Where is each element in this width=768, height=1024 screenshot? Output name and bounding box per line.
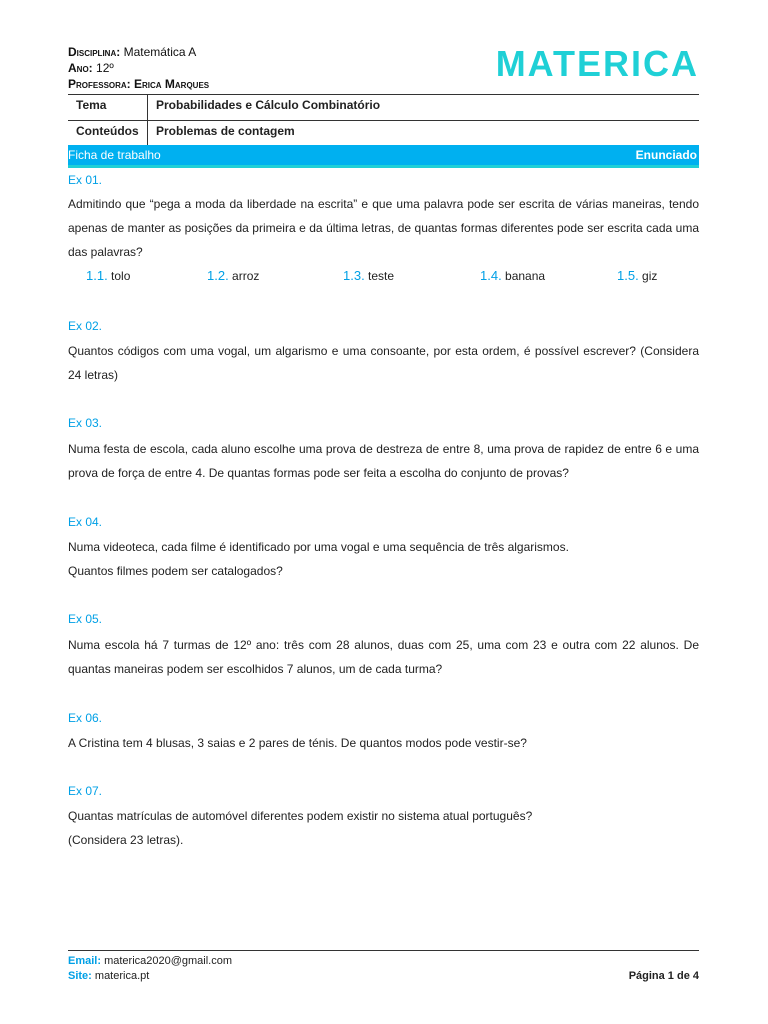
exercise-title: Ex 05.	[68, 612, 103, 626]
list-item	[617, 268, 657, 283]
info-table	[68, 94, 699, 147]
exercise-text-line: Quantos filmes podem ser catalogados?	[68, 564, 283, 578]
exercise-text: Numa festa de escola, cada aluno escolhe uma prova de destreza de entre 8, uma prova de rapidez de entre 6 e uma prova de força de entre 4. De quantas formas pode ser feita a escolha do conjunto de provas?	[68, 442, 699, 480]
exercise-title: Ex 03.	[68, 416, 103, 430]
exercise-text: Admitindo que “pega a moda da liberdade na escrita” e que uma palavra pode ser escrita de várias maneiras, tendo apenas de manter as posições da primeira e da última letras, de quantas formas diferentes pode ser escrita cada uma das palavras?	[68, 197, 699, 259]
disciplina-label: Disciplina:	[68, 45, 121, 59]
item-word: arroz	[232, 269, 260, 283]
site-label: Site:	[68, 970, 92, 982]
item-word: teste	[368, 269, 395, 283]
item-word: giz	[642, 269, 658, 283]
ano-value: 12º	[96, 61, 114, 75]
item-word: banana	[505, 269, 546, 283]
professora-value: Erica Marques	[134, 77, 210, 91]
worksheet-bar	[68, 145, 699, 168]
list-item	[86, 268, 130, 283]
document-page	[68, 0, 699, 1024]
page-number: Página 1 de 4	[628, 970, 699, 982]
disciplina-row	[68, 44, 209, 60]
exercise-title: Ex 01.	[68, 173, 103, 187]
list-item	[207, 268, 259, 283]
list-item	[480, 268, 545, 283]
exercise-text-line: (Considera 23 letras).	[68, 833, 184, 847]
list-item	[343, 268, 394, 283]
exercise-title: Ex 06.	[68, 711, 103, 725]
conteudos-row	[68, 121, 699, 147]
item-number: 1.3.	[343, 268, 365, 283]
footer-email-row	[68, 954, 699, 969]
footer-site-row	[68, 969, 699, 984]
conteudos-value: Problemas de contagem	[156, 124, 295, 138]
professora-label: Professora:	[68, 77, 131, 91]
disciplina-value: Matemática A	[123, 45, 197, 59]
exercise-text: Quantos códigos com uma vogal, um algarismo e uma consoante, por esta ordem, é possível escrever? (Considera 24 letras)	[68, 344, 699, 382]
header-meta	[68, 44, 209, 92]
tema-value: Probabilidades e Cálculo Combinatório	[156, 98, 381, 112]
conteudos-label: Conteúdos	[68, 121, 148, 146]
exercise-title: Ex 02.	[68, 319, 103, 333]
professora-row	[68, 76, 209, 92]
email-value[interactable]: materica2020@gmail.com	[104, 955, 233, 967]
email-label: Email:	[68, 955, 102, 967]
exercise-title: Ex 07.	[68, 784, 103, 798]
exercise-text: A Cristina tem 4 blusas, 3 saias e 2 pares de ténis. De quantos modos pode vestir-se?	[68, 736, 527, 750]
item-number: 1.2.	[207, 268, 229, 283]
site-value[interactable]: materica.pt	[94, 970, 150, 982]
tema-row	[68, 95, 699, 121]
item-number: 1.5.	[617, 268, 639, 283]
page-footer	[68, 950, 699, 984]
enunciado-label: Enunciado	[635, 148, 697, 162]
ano-row	[68, 60, 209, 76]
ano-label: Ano:	[68, 61, 93, 75]
item-number: 1.4.	[480, 268, 502, 283]
worksheet-label: Ficha de trabalho	[68, 148, 161, 162]
item-number: 1.1.	[86, 268, 108, 283]
exercise-text: Numa escola há 7 turmas de 12º ano: três com 28 alunos, duas com 25, uma com 23 e outra com 22 alunos. De quantas maneiras podem ser escolhidos 7 alunos, um de cada turma?	[68, 638, 699, 676]
exercise-text-line: Quantas matrículas de automóvel diferentes podem existir no sistema atual português?	[68, 809, 533, 823]
item-word: tolo	[111, 269, 131, 283]
materica-logo: MATERICA	[495, 43, 699, 84]
tema-label: Tema	[68, 95, 148, 120]
exercise-title: Ex 04.	[68, 515, 103, 529]
exercise-text-line: Numa videoteca, cada filme é identificado por uma vogal e uma sequência de três algarismos.	[68, 540, 569, 554]
